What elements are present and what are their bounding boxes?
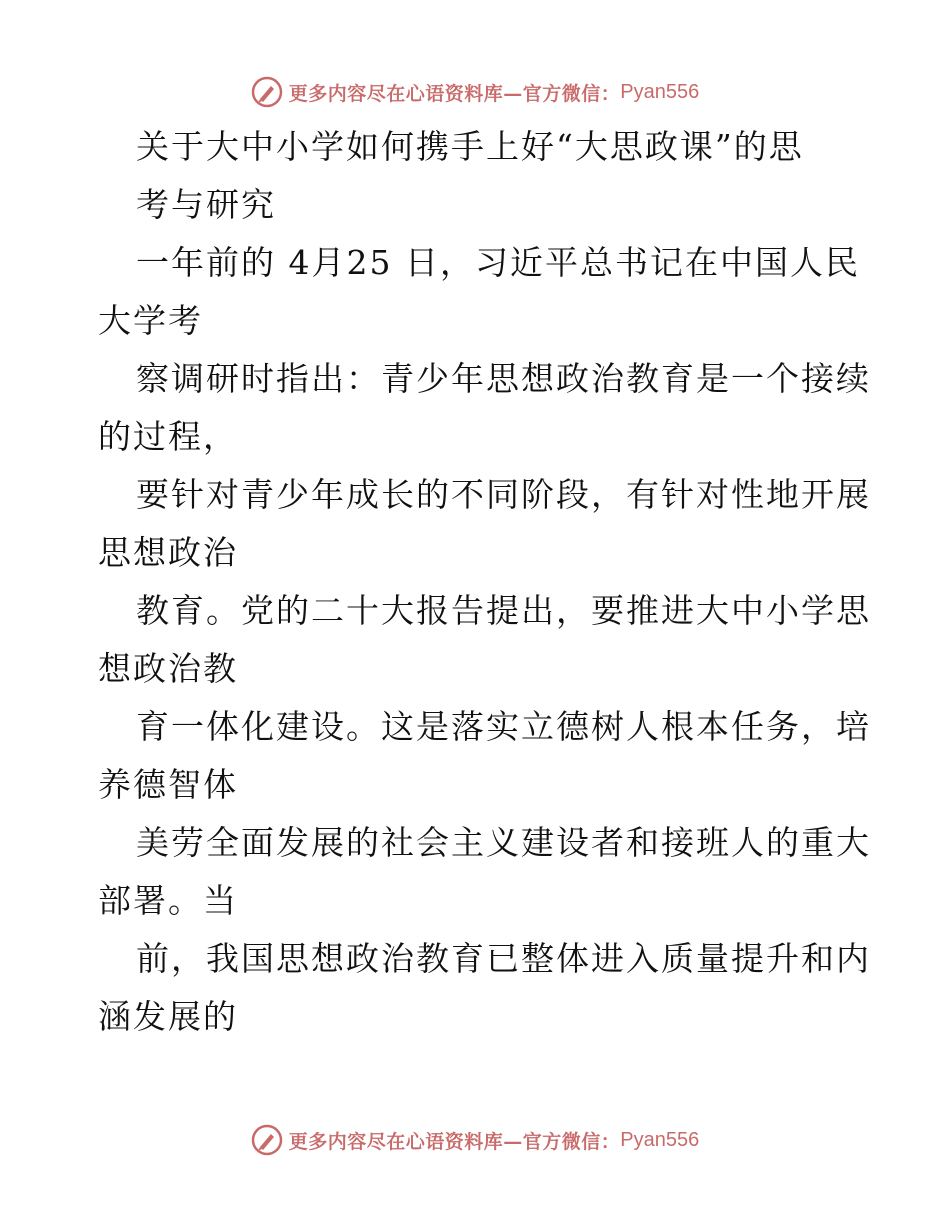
footer-banner-wechat-id: Pyan556 [620, 1128, 700, 1151]
paragraph-line: 育一体化建设。这是落实立德树人根本任务，培 [136, 707, 871, 746]
paragraph-line: 的过程， [98, 417, 238, 456]
paragraph-line: 美劳全面发展的社会主义建设者和接班人的重大 [136, 823, 871, 862]
paragraph-line: 察调研时指出：青少年思想政治教育是一个接续 [136, 359, 871, 398]
header-banner [0, 72, 950, 112]
paragraph-line: 大学考 [98, 301, 203, 340]
title-line-1: 关于大中小学如何携手上好“大思政课”的思 [136, 127, 804, 166]
paragraph-line: 教育。党的二十大报告提出，要推进大中小学思 [136, 591, 871, 630]
paragraph-line: 养德智体 [98, 765, 238, 804]
paragraph-line: 部署。当 [98, 881, 238, 920]
title-line-2: 考与研究 [136, 185, 276, 224]
footer-banner [0, 1120, 950, 1160]
paragraph-line: 一年前的 4月25 日，习近平总书记在中国人民 [136, 243, 860, 282]
footer-banner-text: 更多内容尽在心语资料库—官方微信： [288, 1130, 621, 1153]
header-banner-text: 更多内容尽在心语资料库—官方微信： [288, 82, 621, 105]
pen-logo-icon [251, 1124, 283, 1156]
header-banner-wechat-id: Pyan556 [620, 80, 700, 103]
document-body [98, 118, 871, 1046]
pen-logo-icon [251, 76, 283, 108]
paragraph-line: 想政治教 [98, 649, 238, 688]
paragraph-line: 涵发展的 [98, 997, 238, 1036]
paragraph-line: 前，我国思想政治教育已整体进入质量提升和内 [136, 939, 871, 978]
paragraph-line: 思想政治 [98, 533, 238, 572]
paragraph-line: 要针对青少年成长的不同阶段，有针对性地开展 [136, 475, 871, 514]
